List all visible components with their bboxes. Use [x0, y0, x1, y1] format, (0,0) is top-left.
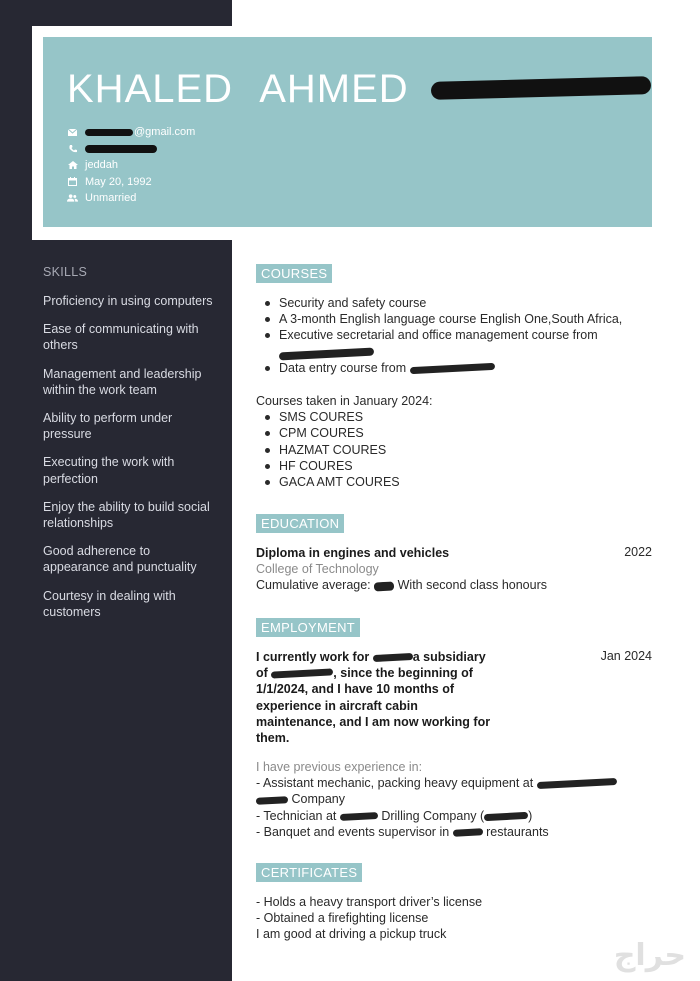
- education-title: EDUCATION: [256, 514, 344, 533]
- previous-experience: [256, 759, 656, 840]
- previous-heading: I have previous experience in:: [256, 760, 423, 774]
- contact-city: jeddah: [67, 157, 195, 174]
- current-employment: I currently work for a subsidiary of , since the beginning of 1/1/2024, and I have 10 months of experience in aircraft cabin maintenance, and I am now working for them.: [256, 650, 491, 746]
- skill-item: Management and leadership within the work team: [43, 366, 202, 397]
- degree: Diploma in engines and vehicles: [256, 546, 450, 560]
- phone-redaction: [85, 145, 157, 153]
- list-item: Company: [256, 791, 656, 807]
- employment-date: Jan 2024: [600, 649, 652, 663]
- list-item: A 3-month English language course English One,South Africa,: [279, 311, 656, 327]
- redaction: [410, 363, 495, 374]
- header-banner: [43, 37, 652, 227]
- phone-icon: [67, 145, 78, 153]
- january-courses: [256, 393, 656, 490]
- users-icon: [67, 194, 78, 202]
- list-item: - Banquet and events supervisor in restaurants: [256, 824, 549, 839]
- skill-item: Enjoy the ability to build social relationships: [43, 499, 210, 531]
- watermark-logo: حراج: [613, 939, 686, 972]
- redaction: [537, 778, 617, 789]
- home-icon: [67, 161, 78, 169]
- skill-item: Courtesy in dealing with customers: [43, 588, 176, 619]
- education-entry: [256, 545, 606, 594]
- list-item: Executive secretarial and office management course from: [279, 327, 656, 359]
- redaction: [271, 669, 333, 679]
- list-item: Data entry course from: [279, 360, 656, 376]
- contact-list: [67, 124, 195, 207]
- skill-item: Executing the work with perfection: [43, 455, 175, 486]
- email-redaction: [85, 129, 133, 136]
- education-year: 2022: [624, 545, 652, 559]
- skill-item: Ease of communicating with others: [43, 322, 199, 353]
- redaction: [484, 812, 528, 821]
- list-item: CPM COURES: [279, 425, 656, 441]
- skills-section: [43, 265, 213, 632]
- redaction: [256, 796, 288, 805]
- list-item: Security and safety course: [279, 295, 656, 311]
- redaction: [452, 828, 482, 837]
- list-item: GACA AMT COURES: [279, 474, 656, 490]
- contact-phone[interactable]: [67, 141, 195, 158]
- courses-list: [256, 295, 656, 376]
- redaction: [373, 653, 413, 662]
- skill-item: Good adherence to appearance and punctuality: [43, 544, 197, 575]
- contact-marital-status: Unmarried: [67, 190, 195, 207]
- skill-item: Ability to perform under pressure: [43, 411, 173, 442]
- contact-email[interactable]: @gmail.com: [67, 124, 195, 141]
- courses-title: COURSES: [256, 264, 332, 283]
- certificates-title: CERTIFICATES: [256, 863, 362, 882]
- list-item: - Technician at Drilling Company ( ): [256, 808, 533, 823]
- full-name: [67, 67, 449, 112]
- list-item: - Holds a heavy transport driver’s license: [256, 895, 483, 909]
- list-item: HF COURES: [279, 458, 656, 474]
- envelope-icon: [67, 129, 78, 136]
- contact-birthdate: May 20, 1992: [67, 174, 195, 191]
- list-item: I am good at driving a pickup truck: [256, 927, 447, 942]
- first-name: KHALED: [67, 67, 234, 111]
- employment-title: EMPLOYMENT: [256, 618, 360, 637]
- list-item: SMS COURES: [279, 409, 656, 425]
- redaction: [374, 581, 394, 591]
- name-redaction: [431, 76, 651, 100]
- school: College of Technology: [256, 562, 379, 577]
- list-item: - Obtained a firefighting license: [256, 911, 429, 926]
- january-courses-heading: Courses taken in January 2024:: [256, 394, 433, 408]
- certificates-list: [256, 894, 656, 943]
- skill-item: Proficiency in using computers: [43, 294, 213, 308]
- redaction: [340, 812, 378, 821]
- skills-title: SKILLS: [43, 265, 88, 279]
- gpa: Cumulative average: With second class honours: [256, 578, 548, 593]
- last-name: AHMED: [259, 67, 449, 112]
- list-item: - Assistant mechanic, packing heavy equipment at: [256, 775, 656, 791]
- list-item: HAZMAT COURES: [279, 442, 656, 458]
- calendar-icon: [67, 177, 78, 186]
